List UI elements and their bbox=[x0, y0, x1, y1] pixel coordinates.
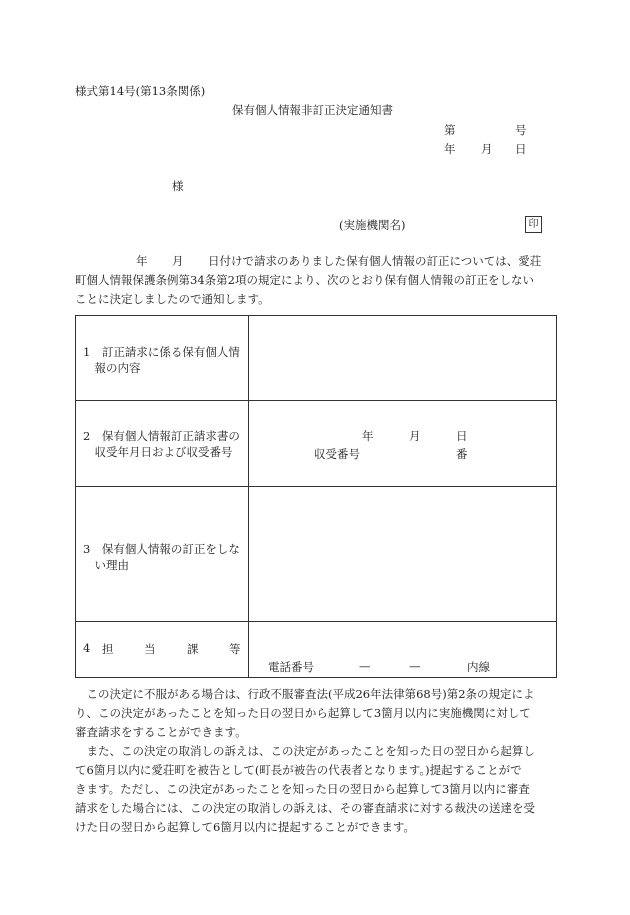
phone-dash-1: — bbox=[359, 659, 371, 673]
row2-label-line2: 収受年月日および収受番号 bbox=[83, 445, 233, 459]
number-prefix: 第 bbox=[444, 123, 456, 137]
intro-month: 月 bbox=[172, 254, 184, 268]
phone-dash-2: — bbox=[409, 659, 421, 673]
row4-label-num: 4 bbox=[83, 641, 91, 655]
date-day: 日 bbox=[515, 142, 527, 156]
row2-day: 日 bbox=[456, 429, 468, 443]
row4-label-char3: 課 bbox=[187, 642, 199, 656]
intro-line1: 日付けで請求のありました保有個人情報の訂正については、愛荘 bbox=[208, 254, 542, 268]
row2-month: 月 bbox=[409, 429, 421, 443]
row-divider bbox=[76, 486, 556, 487]
notice1-line3: 審査請求をすることができます。 bbox=[75, 725, 247, 739]
row2-year: 年 bbox=[362, 429, 374, 443]
intro-year: 年 bbox=[136, 254, 148, 268]
row-divider bbox=[76, 621, 556, 622]
form-number: 様式第14号(第13条関係) bbox=[75, 84, 206, 98]
intro-line3: ことに決定しましたので通知します。 bbox=[75, 292, 270, 306]
row3-label-line2: い理由 bbox=[83, 558, 129, 572]
row3-label-line1: 3 保有個人情報の訂正をしな bbox=[83, 542, 240, 556]
row1-label-line2: 報の内容 bbox=[83, 361, 141, 375]
date-month: 月 bbox=[481, 142, 493, 156]
row1-label-line1: 1 訂正請求に係る保有個人情 bbox=[83, 345, 240, 359]
row4-label-char4: 等 bbox=[229, 642, 241, 656]
intro-line2: 町個人情報保護条例第34条第2項の規定により、次のとおり保有個人情報の訂正をしない bbox=[75, 273, 534, 287]
agency-label: (実施機関名) bbox=[339, 218, 406, 232]
row3-label bbox=[83, 541, 243, 573]
number-suffix: 号 bbox=[515, 123, 527, 137]
extension-label: 内線 bbox=[467, 660, 490, 674]
notice2-line4: 請求をした場合には、この決定の取消しの訴えは、その審査請求に対する裁決の送達を受 bbox=[75, 801, 535, 815]
notice2-line2: て6箇月以内に愛荘町を被告として(町長が被告の代表者となります。)提起することがで bbox=[75, 763, 522, 777]
notice2-line3: きます。ただし、この決定があったことを知った日の翌日から起算して3箇月以内に審査 bbox=[75, 782, 530, 796]
row4-label-char1: 担 bbox=[102, 642, 114, 656]
seal-mark: 印 bbox=[525, 216, 542, 233]
column-divider bbox=[248, 316, 249, 677]
notice2-line5: けた日の翌日から起算して6箇月以内に提起することができます。 bbox=[75, 820, 415, 834]
document-title: 保有個人情報非訂正決定通知書 bbox=[232, 103, 393, 117]
row2-label bbox=[83, 428, 243, 460]
addressee-suffix: 様 bbox=[172, 179, 184, 193]
notice1-line1: この決定に不服がある場合は、行政不服審査法(平成26年法律第68号)第2条の規定によ bbox=[75, 687, 535, 701]
receipt-number-suffix: 番 bbox=[456, 447, 468, 461]
row1-label bbox=[83, 344, 243, 376]
date-year: 年 bbox=[444, 142, 456, 156]
notice2-line1: また、この決定の取消しの訴えは、この決定があったことを知った日の翌日から起算し bbox=[75, 744, 535, 758]
row4-label-char2: 当 bbox=[144, 642, 156, 656]
row-divider bbox=[76, 400, 556, 401]
row2-label-line1: 2 保有個人情報訂正請求書の bbox=[83, 429, 240, 443]
phone-number-label: 電話番号 bbox=[268, 660, 314, 674]
notice1-line2: り、この決定があったことを知った日の翌日から起算して3箇月以内に実施機関に対して bbox=[75, 706, 531, 720]
decision-table bbox=[75, 315, 557, 678]
receipt-number-label: 収受番号 bbox=[314, 447, 360, 461]
